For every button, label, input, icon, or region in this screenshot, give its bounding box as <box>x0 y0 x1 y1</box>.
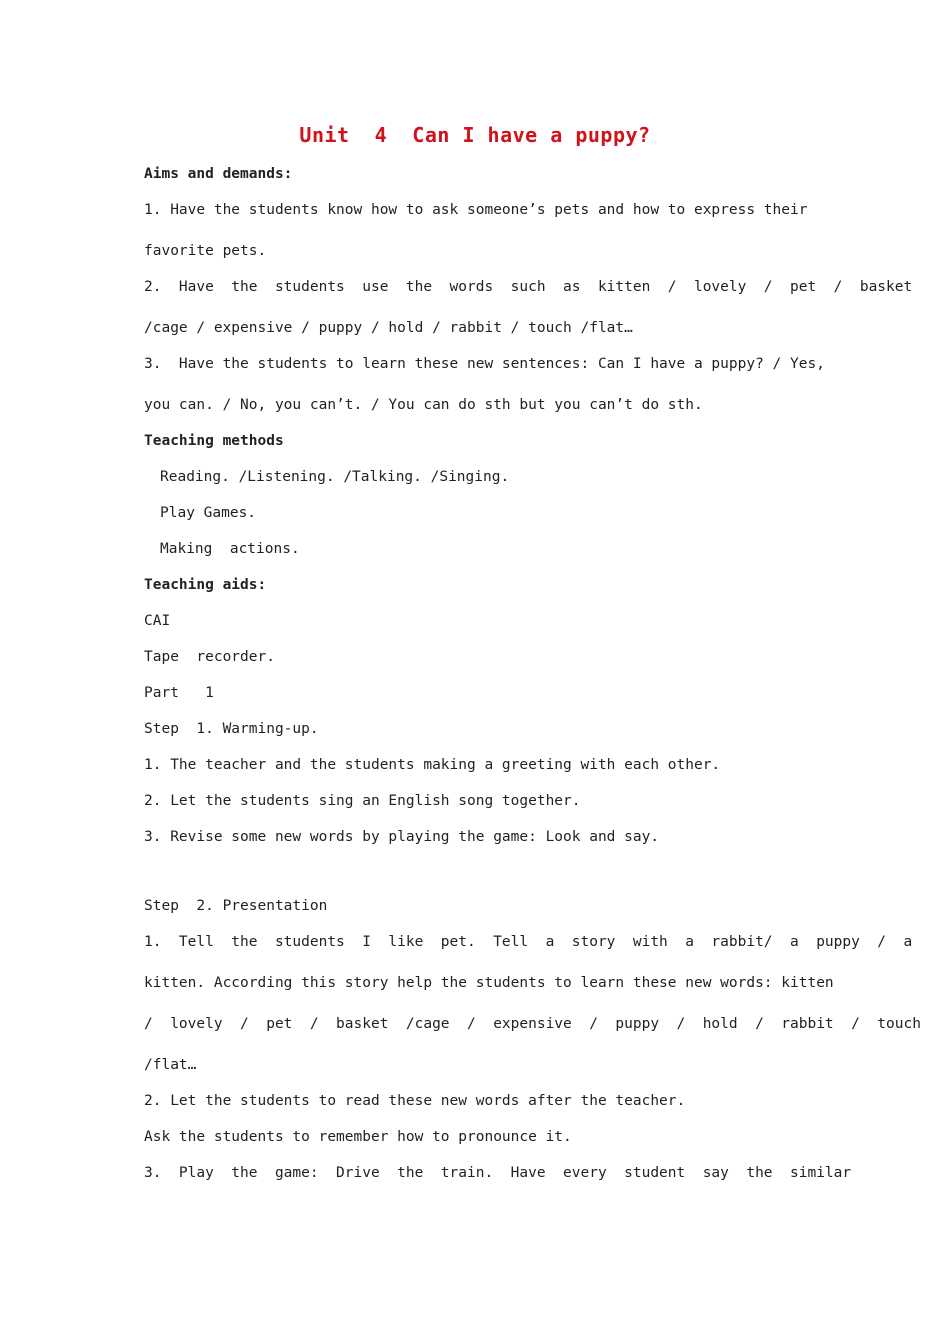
aims-line-1: 1. Have the students know how to ask someone’s pets and how to express their <box>144 202 808 218</box>
step-2-line-3: / lovely / pet / basket /cage / expensive / puppy / hold / rabbit / touch <box>144 1016 921 1032</box>
step-2-line-2: kitten. According this story help the students to learn these new words: kitten <box>144 975 834 991</box>
heading-teaching-aids: Teaching aids: <box>144 577 267 593</box>
step-2-line-5: 2. Let the students to read these new words after the teacher. <box>144 1093 686 1109</box>
step-2-line-1: 1. Tell the students I like pet. Tell a story with a rabbit/ a puppy / a <box>144 934 913 950</box>
step-1-line-2: 2. Let the students sing an English song together. <box>144 793 581 809</box>
aims-line-4: /cage / expensive / puppy / hold / rabbit / touch /flat… <box>144 320 633 336</box>
aims-line-6: you can. / No, you can’t. / You can do sth but you can’t do sth. <box>144 397 703 413</box>
step-1-line-3: 3. Revise some new words by playing the game: Look and say. <box>144 829 660 845</box>
step-2-line-7: 3. Play the game: Drive the train. Have every student say the similar <box>144 1165 852 1181</box>
document-title: Unit 4 Can I have a puppy? <box>299 123 651 147</box>
step-2-line-6: Ask the students to remember how to pronounce it. <box>144 1129 572 1145</box>
method-line-2: Play Games. <box>160 505 257 521</box>
aids-line-1: CAI <box>144 613 171 629</box>
aims-line-5: 3. Have the students to learn these new sentences: Can I have a puppy? / Yes, <box>144 356 825 372</box>
heading-teaching-methods: Teaching methods <box>144 433 284 449</box>
part-heading: Part 1 <box>144 685 214 701</box>
heading-aims: Aims and demands: <box>144 166 293 182</box>
method-line-3: Making actions. <box>160 541 300 557</box>
step-1-line-1: 1. The teacher and the students making a greeting with each other. <box>144 757 721 773</box>
step-2-line-4: /flat… <box>144 1057 197 1073</box>
aims-line-2: favorite pets. <box>144 243 267 259</box>
aims-line-3: 2. Have the students use the words such as kitten / lovely / pet / basket <box>144 279 913 295</box>
aids-line-2: Tape recorder. <box>144 649 275 665</box>
step-1-heading: Step 1. Warming-up. <box>144 721 319 737</box>
method-line-1: Reading. /Listening. /Talking. /Singing. <box>160 469 510 485</box>
step-2-heading: Step 2. Presentation <box>144 898 328 914</box>
